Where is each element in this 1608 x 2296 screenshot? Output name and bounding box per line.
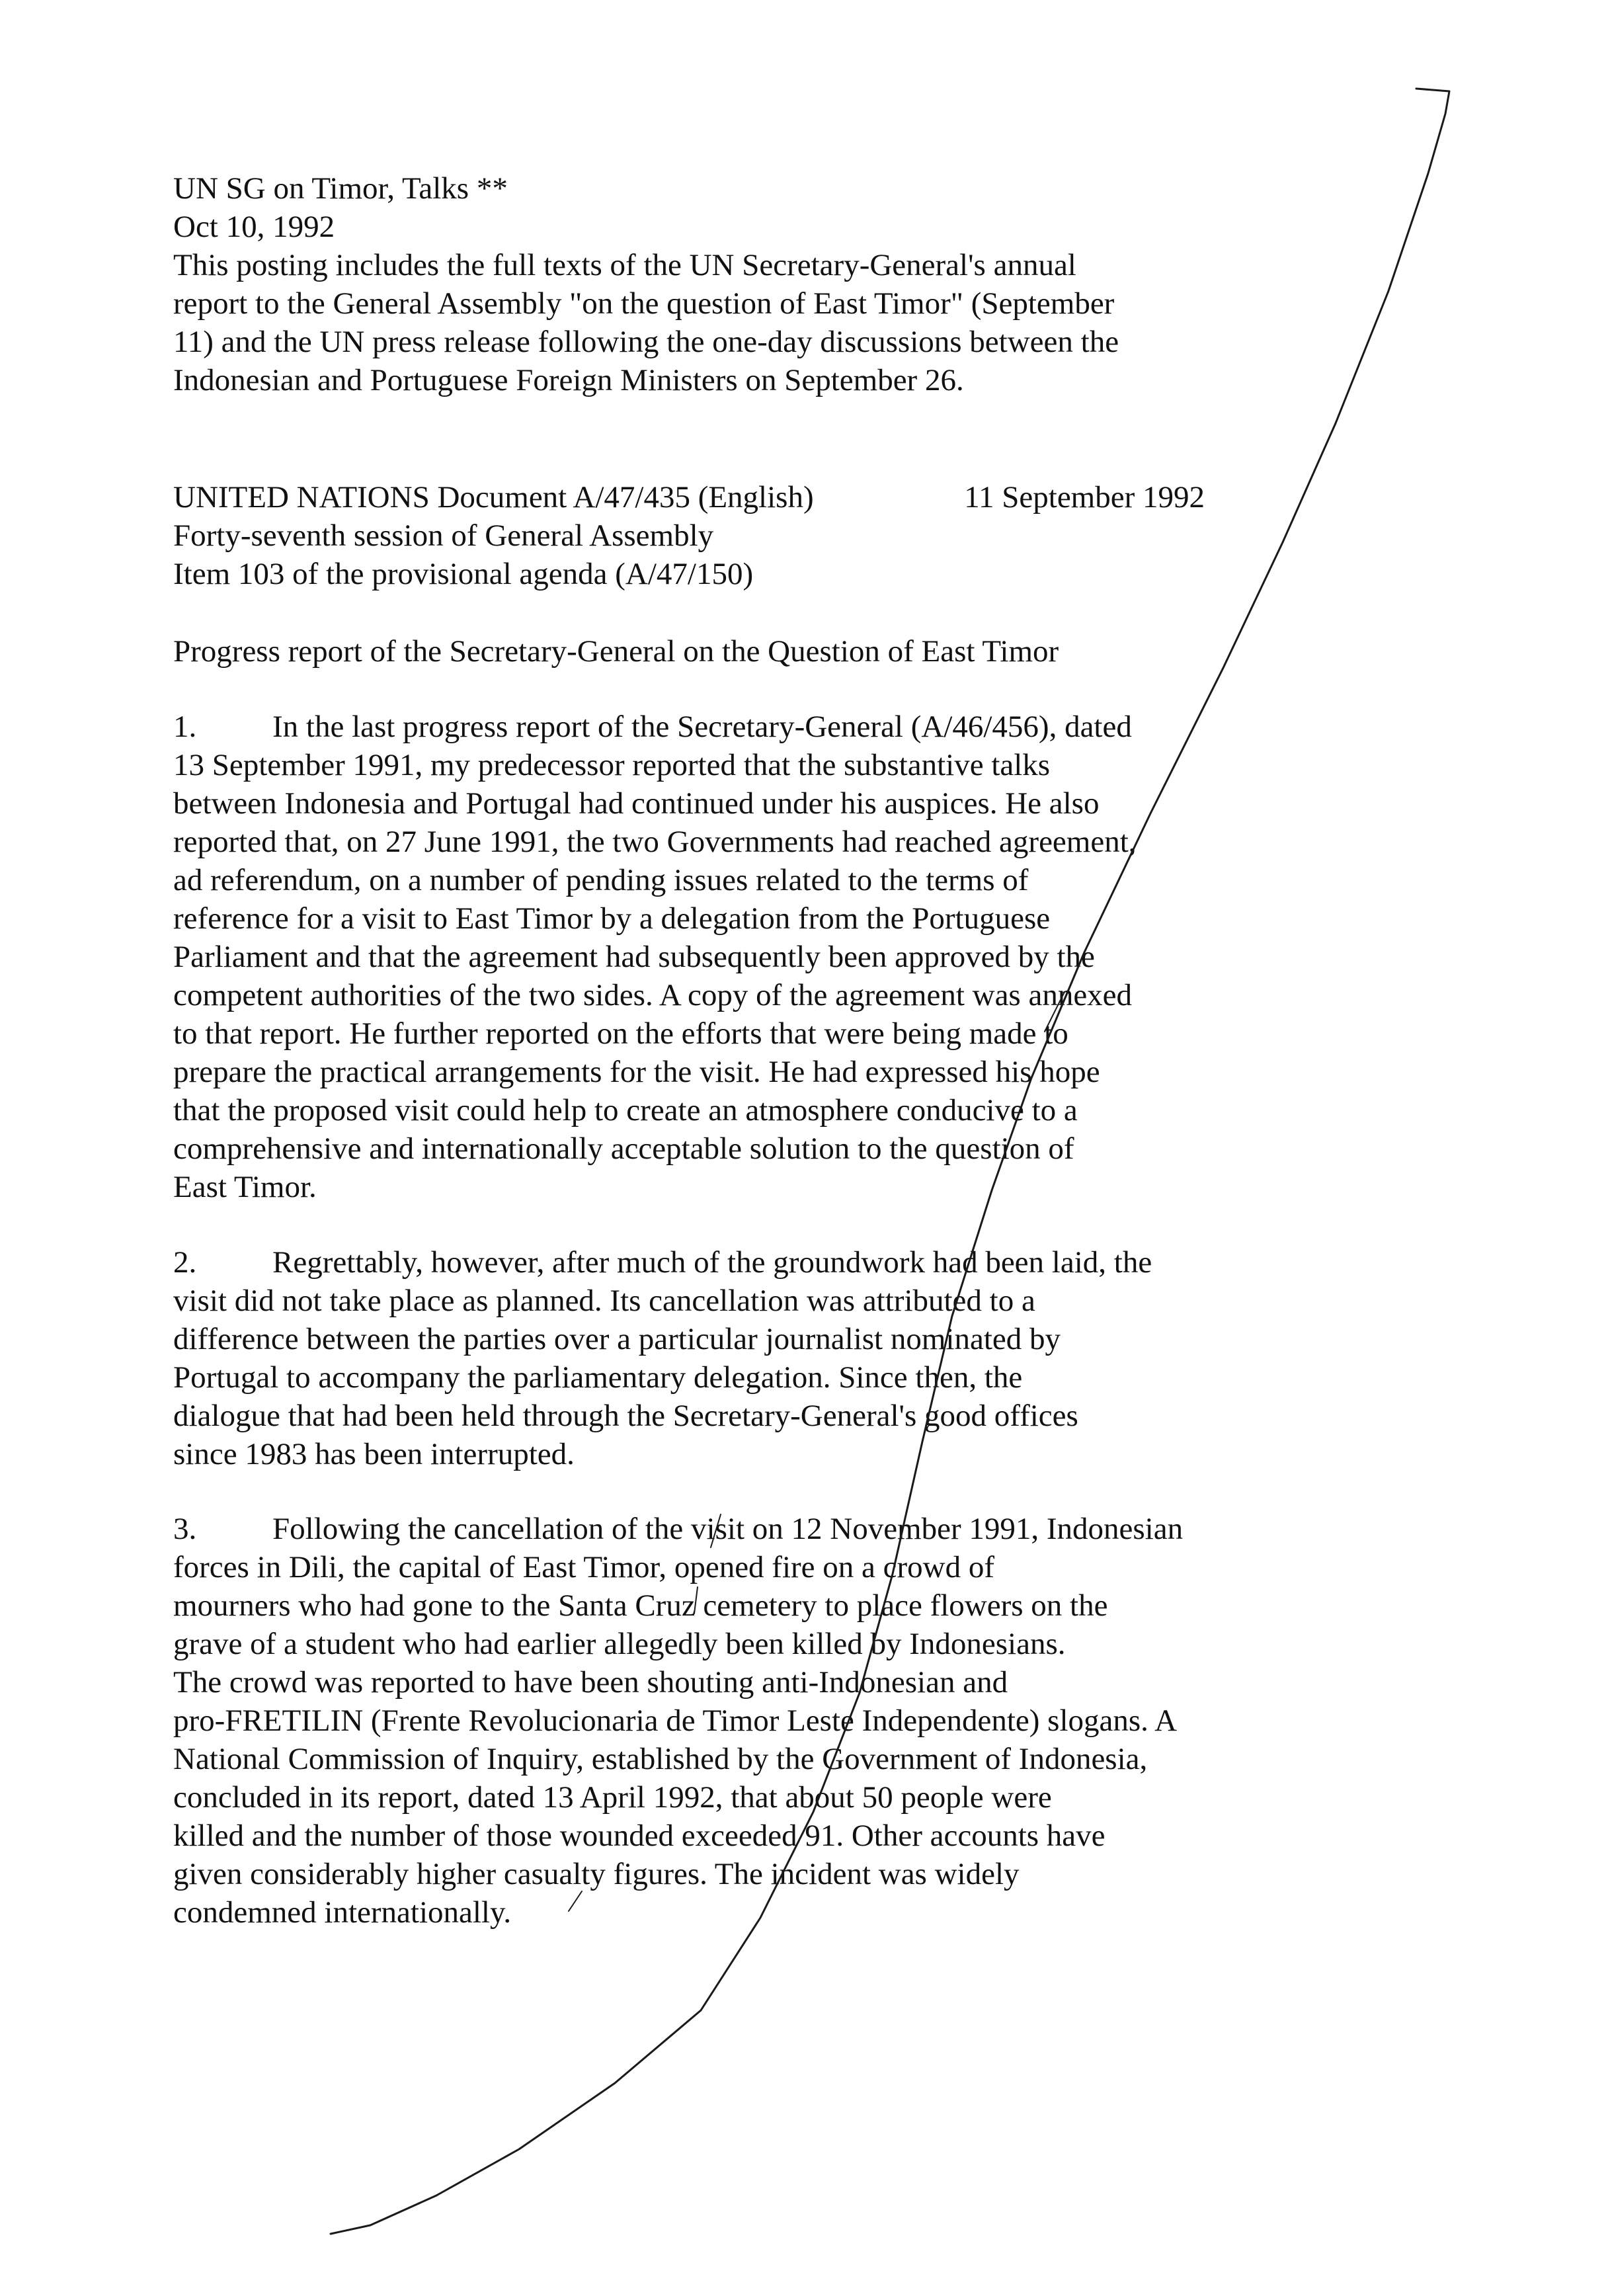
- paragraph-line: In the last progress report of the Secretary-General (A/46/456), dated: [272, 710, 1132, 744]
- report-title-block: [173, 632, 1337, 671]
- paragraph-line: killed and the number of those wounded exceeded 91. Other accounts have: [173, 1819, 1106, 1853]
- paragraph-line: 13 September 1991, my predecessor reported that the substantive talks: [173, 748, 1051, 782]
- session-line: Forty-seventh session of General Assembly: [173, 518, 714, 553]
- paragraph-line: concluded in its report, dated 13 April 1992, that about 50 people were: [173, 1780, 1052, 1815]
- paragraph-number: 1.: [173, 710, 197, 744]
- paragraph-line: East Timor.: [173, 1170, 317, 1204]
- paragraph-line: mourners who had gone to the Santa Cruz cemetery to place flowers on the: [173, 1588, 1108, 1623]
- paragraph-number: 2.: [173, 1245, 197, 1280]
- paragraph-line: reported that, on 27 June 1991, the two Governments had reached agreement,: [173, 825, 1137, 859]
- paragraph-line: pro-FRETILIN (Frente Revolucionaria de Timor Leste Independente) slogans. A: [173, 1703, 1178, 1738]
- paragraph-2: [173, 1243, 1337, 1473]
- un-document-heading: [173, 478, 1337, 593]
- intro-line: report to the General Assembly "on the question of East Timor" (September: [173, 286, 1115, 321]
- intro-line: 11) and the UN press release following the one-day discussions between the: [173, 325, 1119, 359]
- paragraph-line: grave of a student who had earlier allegedly been killed by Indonesians.: [173, 1627, 1066, 1661]
- paragraph-line: Parliament and that the agreement had subsequently been approved by the: [173, 940, 1095, 974]
- paragraph-line: competent authorities of the two sides. A copy of the agreement was annexed: [173, 978, 1133, 1012]
- paragraph-line: given considerably higher casualty figures. The incident was widely: [173, 1857, 1020, 1891]
- paragraph-3: [173, 1510, 1337, 1932]
- report-title: Progress report of the Secretary-General on the Question of East Timor: [173, 634, 1059, 669]
- intro-line: Indonesian and Portuguese Foreign Ministers on September 26.: [173, 363, 964, 397]
- paragraph-number: 3.: [173, 1512, 197, 1546]
- paragraph-line: forces in Dili, the capital of East Timor, opened fire on a crowd of: [173, 1550, 994, 1584]
- posting-header: [173, 169, 1337, 399]
- paragraph-line: between Indonesia and Portugal had continued under his auspices. He also: [173, 786, 1100, 821]
- paragraph-line: that the proposed visit could help to create an atmosphere conducive to a: [173, 1093, 1078, 1128]
- paragraph-first-line: [173, 708, 1337, 746]
- paragraph-line: visit did not take place as planned. Its cancellation was attributed to a: [173, 1284, 1035, 1318]
- paragraph-first-line: [173, 1510, 1337, 1548]
- paragraph-line: ad referendum, on a number of pending issues related to the terms of: [173, 863, 1029, 897]
- document-reference-line: [173, 478, 1205, 516]
- paragraph-line: since 1983 has been interrupted.: [173, 1437, 575, 1471]
- document-reference: UNITED NATIONS Document A/47/435 (English): [173, 480, 814, 514]
- paragraph-line: difference between the parties over a particular journalist nominated by: [173, 1322, 1061, 1356]
- paragraph-first-line: [173, 1243, 1337, 1282]
- paragraph-line: condemned internationally.: [173, 1895, 512, 1930]
- paragraph-line: reference for a visit to East Timor by a delegation from the Portuguese: [173, 901, 1051, 936]
- agenda-item-line: Item 103 of the provisional agenda (A/47/150): [173, 557, 754, 591]
- paragraph-line: National Commission of Inquiry, established by the Government of Indonesia,: [173, 1742, 1148, 1776]
- paragraph-1: [173, 708, 1337, 1206]
- paragraph-line: Portugal to accompany the parliamentary delegation. Since then, the: [173, 1360, 1023, 1395]
- paragraph-line: Following the cancellation of the visit on 12 November 1991, Indonesian: [272, 1512, 1184, 1546]
- intro-line: This posting includes the full texts of the UN Secretary-General's annual: [173, 248, 1076, 282]
- document-date: 11 September 1992: [964, 480, 1205, 514]
- posting-title: UN SG on Timor, Talks **: [173, 171, 508, 206]
- paragraph-line: dialogue that had been held through the Secretary-General's good offices: [173, 1399, 1078, 1433]
- paragraph-line: comprehensive and internationally acceptable solution to the question of: [173, 1131, 1074, 1166]
- paragraph-line: The crowd was reported to have been shouting anti-Indonesian and: [173, 1665, 1008, 1700]
- posting-date: Oct 10, 1992: [173, 210, 335, 244]
- paragraph-line: prepare the practical arrangements for the visit. He had expressed his hope: [173, 1055, 1100, 1089]
- paragraph-line: Regrettably, however, after much of the groundwork had been laid, the: [272, 1245, 1152, 1280]
- paragraph-line: to that report. He further reported on the efforts that were being made to: [173, 1016, 1068, 1051]
